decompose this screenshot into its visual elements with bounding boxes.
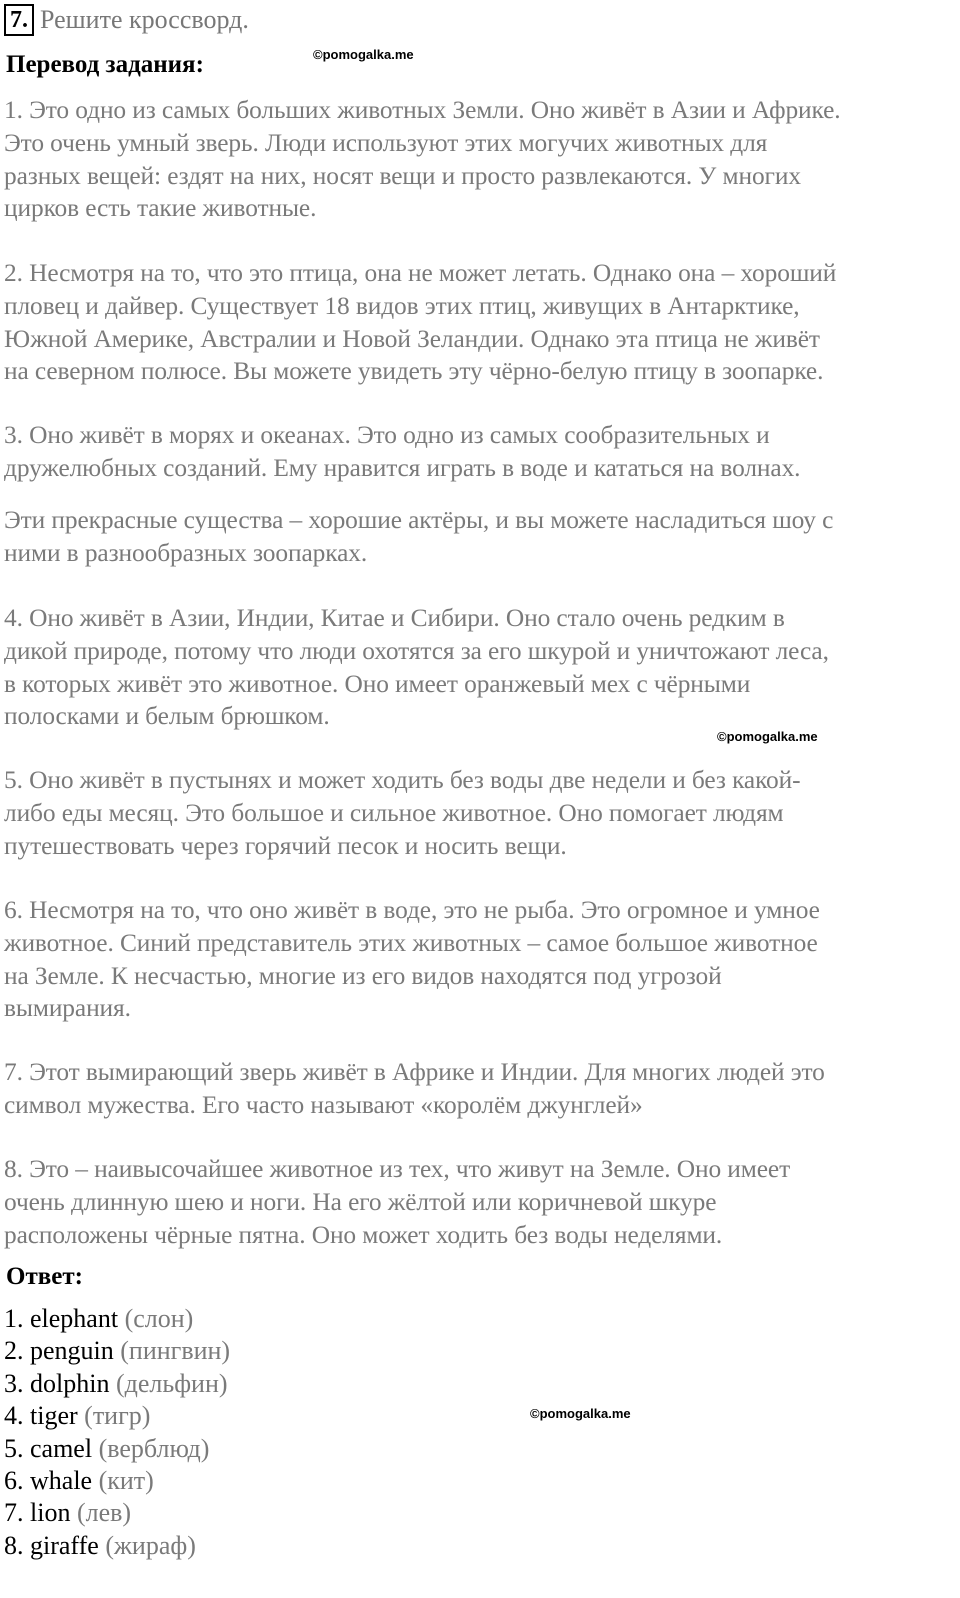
answer-word: elephant (30, 1304, 119, 1333)
paragraph-8: 8. Это – наивысочайшее животное из тех, что живут на Земле. Оно имеет очень длинную шею и ноги. На его жёлтой или коричневой шкуре расположены чёрные пятна. Оно может ходить без воды неделями. (4, 1155, 791, 1249)
answer-number: 5. (4, 1433, 24, 1463)
answer-translation: (лев) (76, 1498, 132, 1528)
task-number: 7. (4, 4, 34, 36)
answer-translation: (слон) (124, 1304, 194, 1333)
answer-item (4, 1335, 230, 1367)
task-title: Решите кроссворд. (40, 5, 249, 34)
answer-item (4, 1530, 230, 1562)
watermark: ©pomogalka.me (530, 1406, 631, 1421)
answer-item (4, 1368, 230, 1400)
answer-word: dolphin (30, 1368, 110, 1398)
answer-number: 3. (4, 1368, 24, 1398)
answer-item (4, 1497, 230, 1529)
paragraph-3-continued: Эти прекрасные существа – хорошие актёры, и вы можете насладиться шоу с ними в разнообразных зоопарках. (4, 506, 834, 567)
answer-item (4, 1400, 230, 1432)
answer-word: penguin (30, 1336, 114, 1366)
task-header (4, 4, 249, 36)
answer-word: whale (30, 1466, 93, 1496)
answer-number: 1. (4, 1304, 24, 1333)
answer-number: 8. (4, 1530, 24, 1560)
paragraph-4: 4. Оно живёт в Азии, Индии, Китае и Сибири. Оно стало очень редким в дикой природе, потому что люди охотятся за его шкурой и уничтожают леса, в которых живёт это животное. Оно имеет оранжевый мех с чёрными полосками и белым брюшком. (4, 604, 829, 731)
watermark: ©pomogalka.me (313, 47, 414, 62)
answer-word: lion (30, 1498, 71, 1528)
paragraph-3: 3. Оно живёт в морях и океанах. Это одно из самых сообразительных и дружелюбных созданий. Ему нравится играть в воде и кататься на волнах. (4, 421, 801, 482)
answer-word: camel (30, 1433, 93, 1463)
answer-translation: (дельфин) (115, 1368, 228, 1398)
answer-translation: (тигр) (84, 1401, 151, 1431)
answer-heading: Ответ: (6, 1263, 83, 1290)
answer-number: 4. (4, 1401, 24, 1431)
answer-translation: (кит) (98, 1466, 154, 1496)
answer-translation: (пингвин) (120, 1336, 231, 1366)
paragraph-5: 5. Оно живёт в пустынях и может ходить без воды две недели и без какой- либо еды месяц. Это большое и сильное животное. Оно помогает людям путешествовать через горячий песок и носить вещи. (4, 766, 801, 860)
answer-item (4, 1303, 230, 1335)
paragraph-6: 6. Несмотря на то, что оно живёт в воде, это не рыба. Это огромное и умное животное. Синий представитель этих животных – самое большое животное на Земле. К несчастью, многие из его видов находятся под угрозой вымирания. (4, 896, 820, 1023)
answer-number: 7. (4, 1498, 24, 1528)
paragraph-1: 1. Это одно из самых больших животных Земли. Оно живёт в Азии и Африке. Это очень умный зверь. Люди используют этих могучих животных для разных вещей: ездят на них, носят вещи и просто развлекаются. У многих цирков есть такие животные. (4, 96, 841, 223)
paragraph-2: 2. Несмотря на то, что это птица, она не может летать. Однако она – хороший пловец и дайвер. Существует 18 видов этих птиц, живущих в Антарктике, Южной Америке, Австралии и Новой Зеландии. Однако эта птица не живёт на северном полюсе. Вы можете увидеть эту чёрно-белую птицу в зоопарке. (4, 259, 837, 386)
answer-word: giraffe (30, 1530, 99, 1560)
answer-word: tiger (30, 1401, 78, 1431)
answer-number: 2. (4, 1336, 24, 1366)
paragraph-7: 7. Этот вымирающий зверь живёт в Африке и Индии. Для многих людей это символ мужества. Его часто называют «королём джунглей» (4, 1058, 825, 1119)
answer-translation: (верблюд) (98, 1433, 210, 1463)
answer-item (4, 1433, 230, 1465)
answer-number: 6. (4, 1466, 24, 1496)
watermark: ©pomogalka.me (717, 729, 818, 744)
answer-list (4, 1303, 230, 1562)
translation-heading: Перевод задания: (6, 51, 204, 78)
answer-translation: (жираф) (105, 1530, 196, 1560)
answer-item (4, 1465, 230, 1497)
